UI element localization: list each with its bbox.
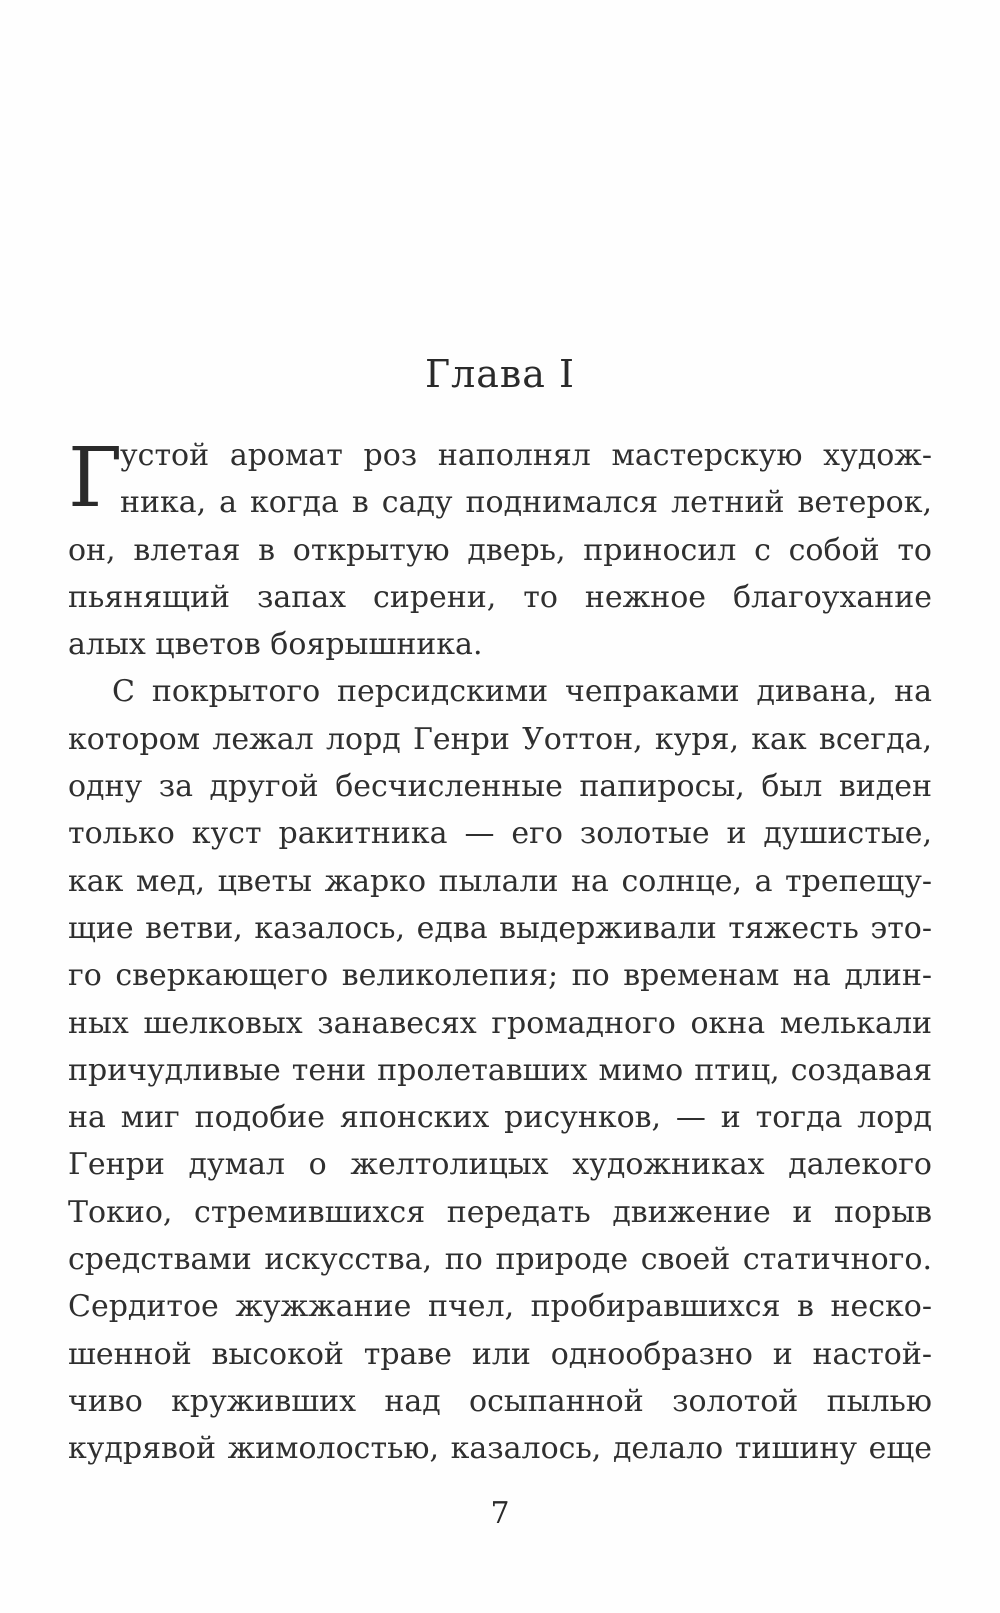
chapter-title: Глава I xyxy=(424,352,576,396)
text-line: причудливые тени пролетавших мимо птиц, создавая xyxy=(68,1052,932,1088)
text-line: только куст ракитника — его золотые и душистые, xyxy=(68,816,932,852)
text-line: С покрытого персидскими чепраками дивана, на xyxy=(112,674,932,710)
text-line: ных шелковых занавесях громадного окна мелькали xyxy=(68,1005,932,1041)
text-line: устой аромат роз наполнял мастерскую худож- xyxy=(120,438,932,473)
text-line: кудрявой жимолостью, казалось, делало тишину еще xyxy=(68,1431,932,1467)
text-line: как мед, цветы жарко пылали на солнце, а трепещу- xyxy=(68,863,932,899)
text-line: Генри думал о желтолицых художниках далекого xyxy=(68,1147,932,1183)
page-number: 7 xyxy=(490,1496,510,1531)
drop-cap: Г xyxy=(68,431,123,526)
text-line: ника, а когда в саду поднимался летний ветерок, xyxy=(120,485,932,521)
text-line: Сердитое жужжание пчел, пробиравшихся в неско- xyxy=(68,1289,932,1325)
text-line: на миг подобие японских рисунков, — и тогда лорд xyxy=(68,1100,932,1136)
text-line: щие ветви, казалось, едва выдерживали тяжесть это- xyxy=(68,910,932,946)
text-line: алых цветов боярышника. xyxy=(68,627,483,663)
text-line: пьянящий запах сирени, то нежное благоухание xyxy=(68,579,932,615)
text-line: Токио, стремившихся передать движение и порыв xyxy=(68,1194,932,1230)
text-line: он, влетая в открытую дверь, приносил с собой то xyxy=(68,532,932,568)
text-line: одну за другой бесчисленные папиросы, был виден xyxy=(68,769,932,805)
text-line: средствами искусства, по природе своей статичного. xyxy=(68,1242,932,1278)
text-line: чиво круживших над осыпанной золотой пылью xyxy=(68,1383,932,1419)
chapter-text xyxy=(68,432,932,1473)
text-line: го сверкающего великолепия; по временам на длин- xyxy=(68,958,932,994)
text-line: котором лежал лорд Генри Уоттон, куря, как всегда, xyxy=(68,721,932,757)
text-line: шенной высокой траве или однообразно и настой- xyxy=(68,1336,932,1372)
